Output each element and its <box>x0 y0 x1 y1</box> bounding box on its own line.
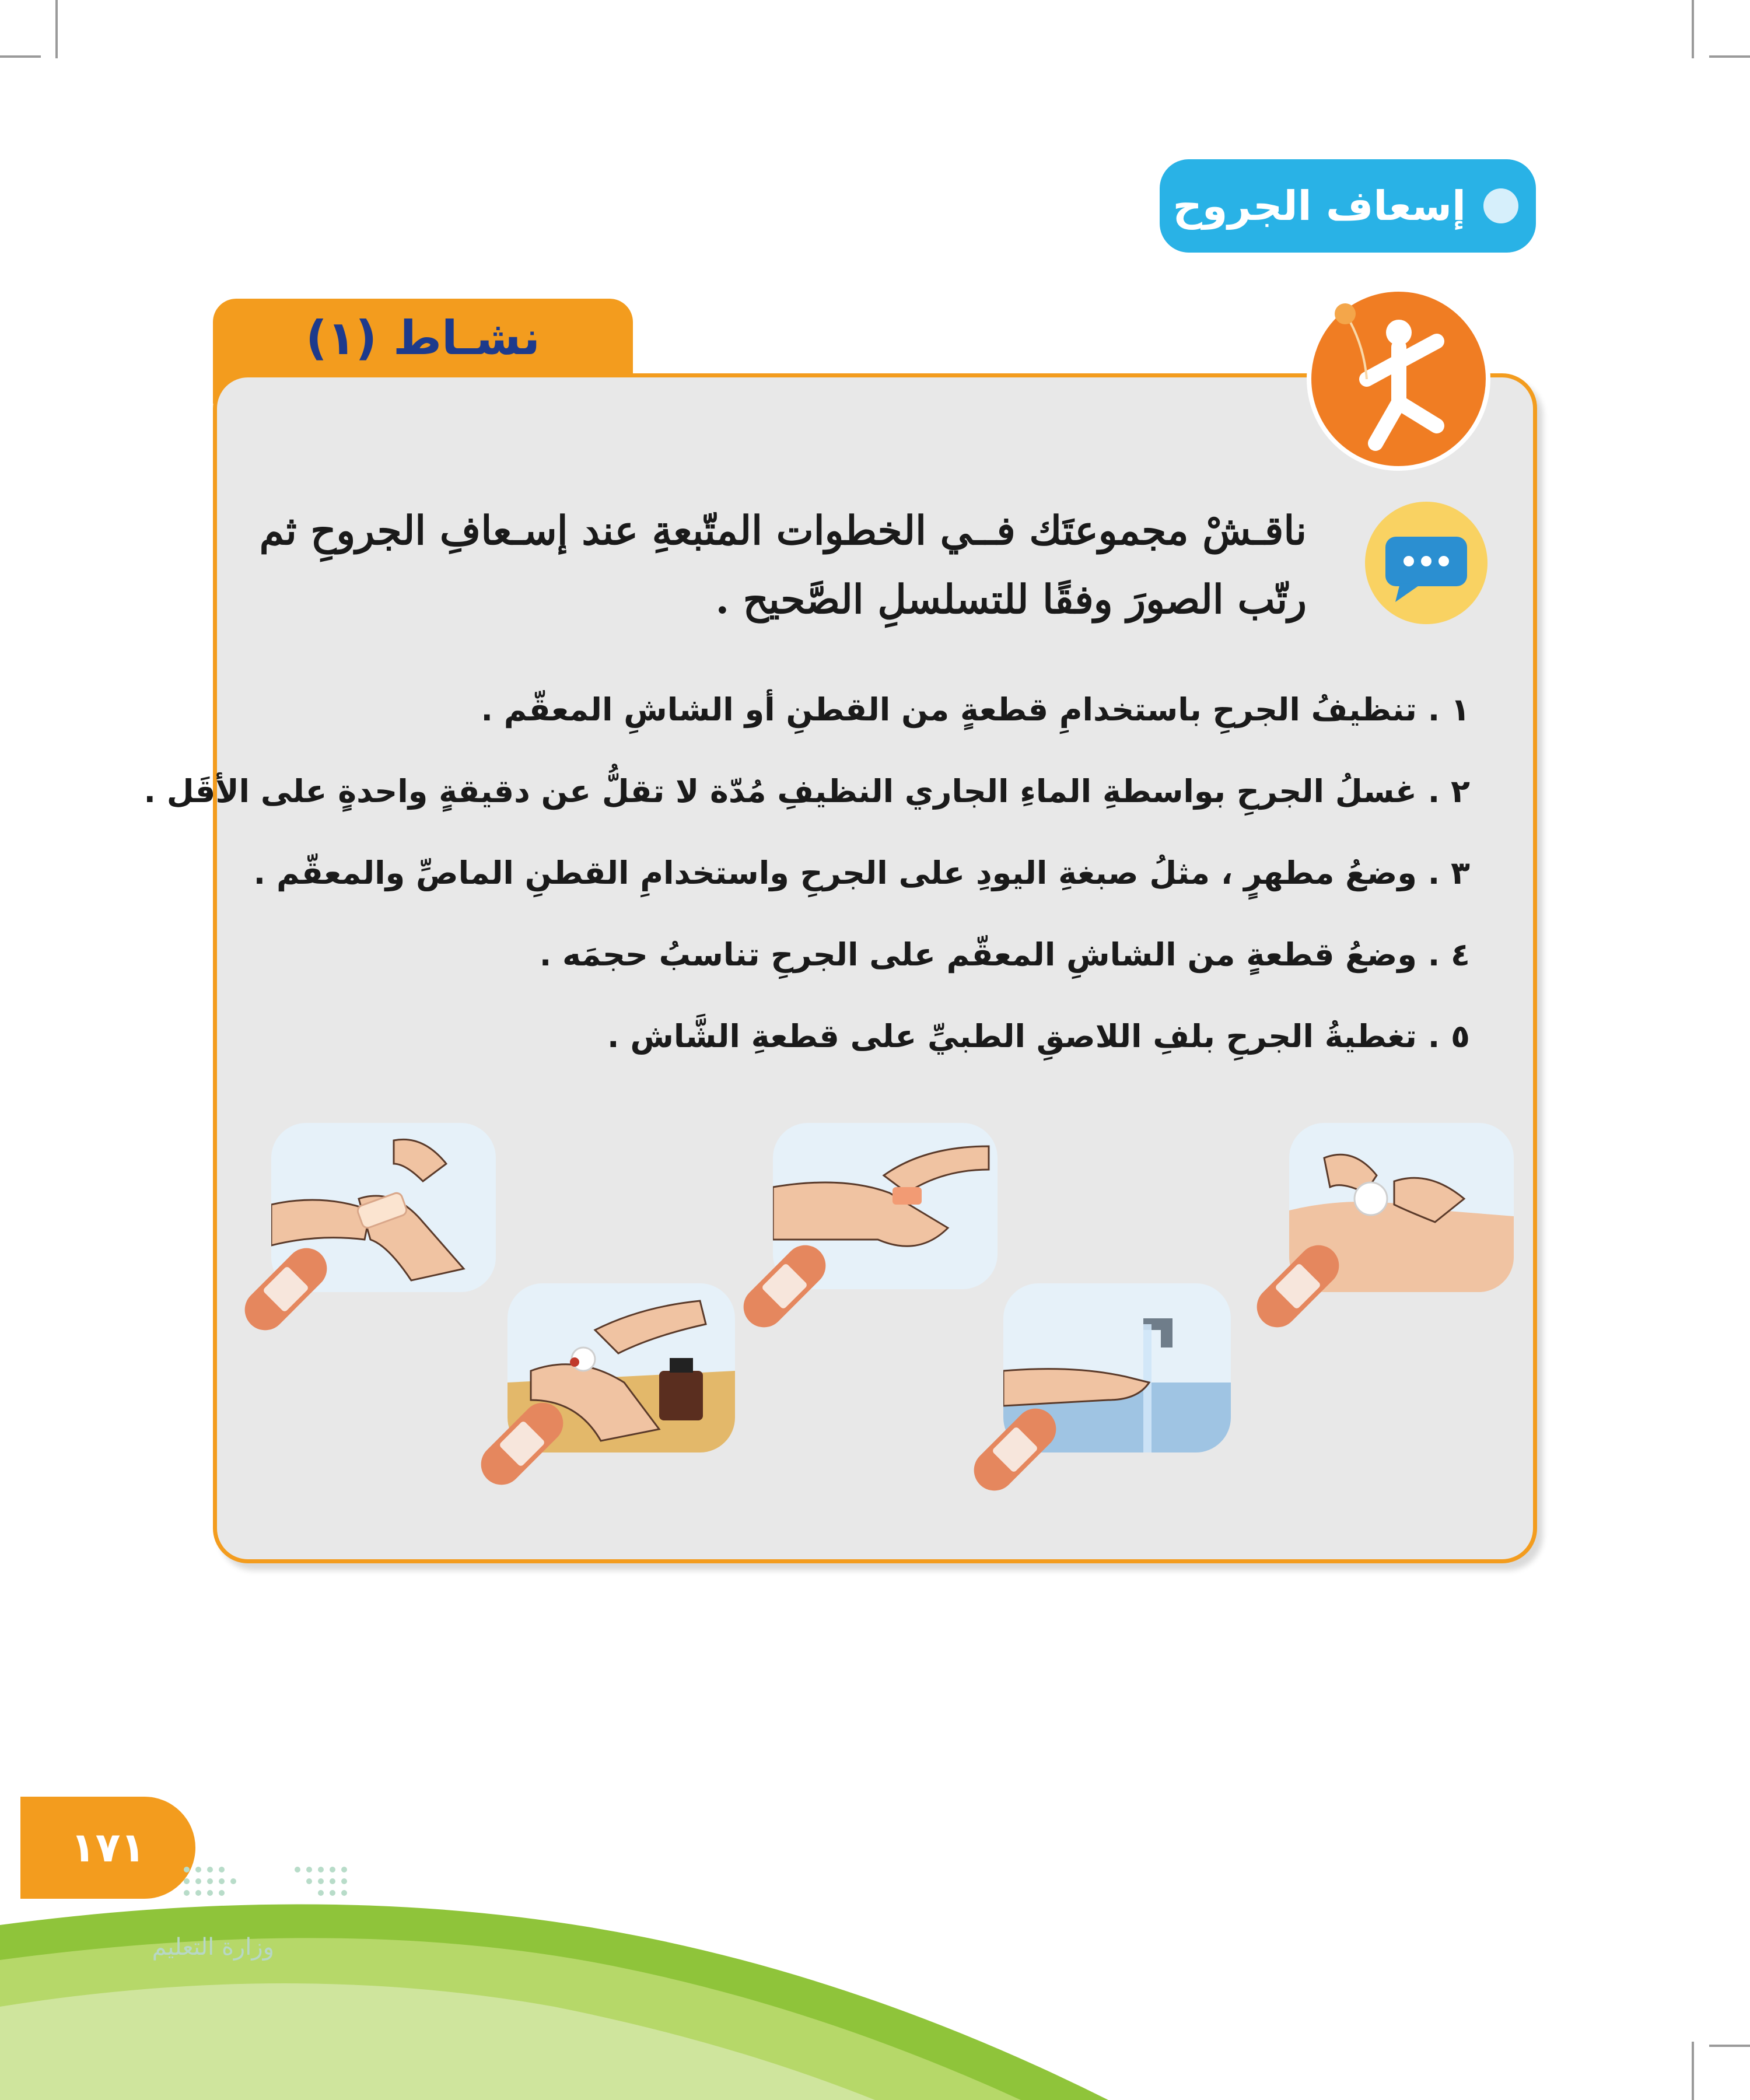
step-item: ٣ . وضعُ مطهرٍ ، مثلُ صبغةِ اليودِ على الجرحِ واستخدامِ القطنِ الماصِّ والمعقّم . <box>253 855 1470 891</box>
crop-mark <box>55 0 58 58</box>
bandage-icon <box>960 1394 1070 1505</box>
chat-bubble-icon <box>1365 502 1488 624</box>
activity-label: نشـاط (١) <box>306 311 540 365</box>
crop-mark <box>1692 0 1694 58</box>
instruction-line: رتّب الصورَ وفقًا للتسلسلِ الصَّحيح . <box>715 576 1307 623</box>
instruction-line: ناقـشْ مجموعتَك فــي الخطوات المتّبعةِ عند إسـعافِ الجروحِ ثم <box>259 508 1307 554</box>
page-number-tab <box>20 1797 195 1899</box>
jumping-figure-icon <box>1311 292 1486 467</box>
page-number: ١٧١ <box>70 1824 146 1871</box>
activity-badge-icon <box>1307 287 1490 471</box>
footer-swoosh <box>0 1890 1750 2100</box>
bandage-icon <box>467 1388 578 1499</box>
bandage-icon <box>230 1234 341 1345</box>
crop-mark <box>1709 55 1750 58</box>
ministry-name: وزارة التعليم <box>152 1934 274 1961</box>
step-item: ٢ . غسلُ الجرحِ بواسطةِ الماءِ الجاري النظيفِ مُدّة لا تقلُّ عن دقيقةٍ واحدةٍ على الأقَل . <box>144 773 1470 810</box>
step-item: ١ . تنظيفُ الجرحِ باستخدامِ قطعةٍ من القطنِ أو الشاشِ المعقّم . <box>481 691 1470 728</box>
step-item: ٤ . وضعُ قطعةٍ من الشاشِ المعقّم على الجرحِ تناسبُ حجمَه . <box>539 936 1470 973</box>
step-item: ٥ . تغطيةُ الجرحِ بلفِ اللاصقِ الطبيِّ على قطعةِ الشَّاش . <box>607 1018 1470 1055</box>
bandage-icon <box>729 1231 840 1342</box>
section-title: إسعاف الجروح : <box>1142 182 1466 230</box>
section-title-pill <box>1142 159 1536 253</box>
bandage-icon <box>1242 1231 1353 1342</box>
discussion-icon <box>1365 502 1488 624</box>
crop-mark <box>0 55 41 58</box>
ministry-logo-icon <box>181 1861 356 1908</box>
